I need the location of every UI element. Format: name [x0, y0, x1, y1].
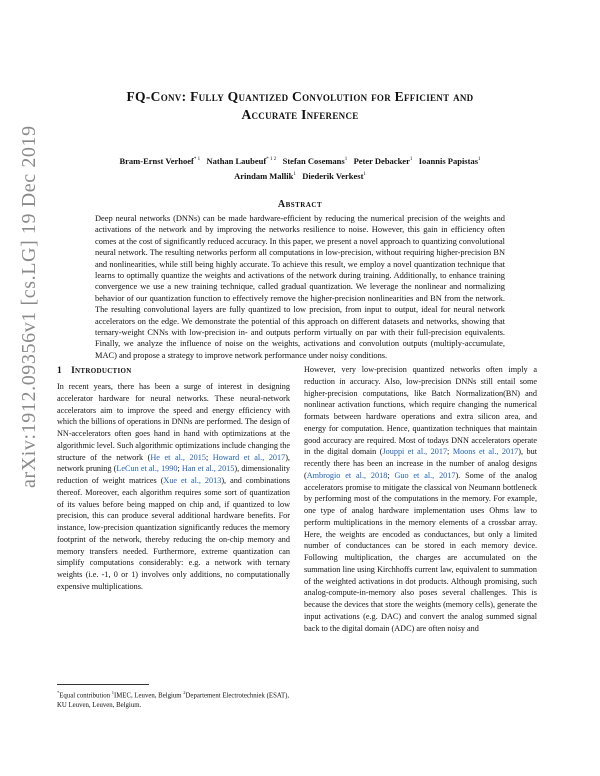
author: Nathan Laubeuf$^{* 1 2}$ — [206, 155, 277, 166]
section-title: Introduction — [71, 366, 132, 376]
paper-title — [60, 88, 540, 124]
arxiv-identifier: arXiv:1912.09356v1 [cs.LG] 19 Dec 2019 — [18, 125, 40, 488]
author: Stefan Cosemans$^1$ — [282, 155, 348, 166]
footnote-rule — [57, 684, 149, 685]
title-line-1: FQ-Conv: Fully Quantized Convolution for Efficient and — [126, 89, 474, 104]
citation-link[interactable]: Jouppi et al., 2017 — [382, 447, 448, 457]
right-column-text: However, very low-precision quantized networks often imply a reduction in accuracy. Also, low-precision DNNs still entail some higher-precision computations, like Batch Normalization(BN) and nonlinear activation functions, which require changing the numerical formats between hardware operations and extra silicon area, and energy for computation. Hence, quantization techniques that maintain good accuracy are required. Most of todays DNN accelerators operate in the digital domain (Jouppi et al., 2017; Moons et al., 2017), but recently there has been an increase in the number of analog designs (Ambrogio et al., 2018; Guo et al., 2017). Some of the analog accelerators promise to mitigate the classical von Neumann bottleneck by performing most of the computations in the memory. For example, one type of analog hardware implementation uses Ohms law to perform multiplications in the memory elements of a crossbar array. Here, the weights are encoded as conductances, but only a limited number of conductances can be stored in each memory device. Following multiplication, the charges are accumulated on the summation line using Kirchhoffs current law, equivalent to summation of the weighted activations in dot products. Although promising, such analog-compute-in-memory also poses several challenges. This is because the devices that store the weights (memory cells), generate the input activations (e.g. DAC) and convert the analog summed signal back to the digital domain (ADC) are often noisy and — [304, 365, 538, 633]
section-number: 1 — [57, 366, 63, 376]
section-heading — [57, 366, 132, 376]
author-list — [60, 153, 540, 183]
author: Ioannis Papistas$^1$ — [418, 155, 481, 166]
abstract-text: Deep neural networks (DNNs) can be made hardware-efficient by reducing the numerical precision of the weights and activations of the network and by improving the networks resilience to noise. However, this gain in efficiency often comes at the cost of significantly reduced accuracy. In this paper, we present a novel approach to quantizing convolutional neural network. The resulting networks perform all computations in low-precision, without requiring higher-precision BN and nonlinearities, while still being highly accurate. To achieve this result, we employ a novel quantization technique that learns to optimally quantize the weights and activations of the network during training. Additionally, to enhance training convergence we use a new training technique, called gradual quantization. We leverage the nonlinear and normalizing behavior of our quantization function to effectively remove the higher-precision nonlinearities and BN from the network. The resulting convolutional layers are fully quantized to low precision, from input to output, ideal for neural network accelerators on the edge. We demonstrate the potential of this approach on different datasets and networks, showing that ternary-weight CNNs with low-precision in- and outputs perform virtually on par with their full-precision equivalents. Finally, we analyze the influence of noise on the weights, activations and convolution outputs (multiply-accumulate, MAC) and propose a strategy to improve network performance under noisy conditions. — [95, 214, 505, 360]
abstract-heading: Abstract — [277, 199, 323, 210]
footnote: *Equal contribution $^1$IMEC, Leuven, Belgium $^2$Departement Electrotechniek (ESAT), KU Leuven, Leuven, Belgium. — [57, 690, 290, 709]
citation-link[interactable]: Moons et al., 2017 — [452, 447, 519, 457]
citation-link[interactable]: Howard et al., 2017 — [212, 452, 286, 462]
left-column-text: In recent years, there has been a surge of interest in designing accelerator hardware for neural networks. These neural-network accelerators aim to improve the speed and energy efficiency with which the billions of operations in DNNs are performed. The design of NN-accelerators often goes hand in hand with optimizations at the algorithmic level. Such algorithmic optimizations include changing the structure of the network (He et al., 2015; Howard et al., 2017), network pruning (LeCun et al., 1990; Han et al., 2015), dimensionality reduction of weight matrices (Xue et al., 2013), and combinations thereof. Moreover, each algorithm requires some sort of quantization of its values before being mapped on chip and, if quantized to low precision, this can produce several additional hardware benefits. For instance, low-precision quantization significantly reduces the memory footprint of the network, thereby reducing the on-chip memory and memory transfers needed. Furthermore, extreme quantization can simplify computations considerably: e.g. a network with ternary weights (i.e. -1, 0 or 1) involves only additions, no computationally expensive multiplications. — [57, 382, 290, 591]
citation-link[interactable]: LeCun et al., 1990 — [116, 464, 178, 474]
citation-link[interactable]: Ambrogio et al., 2018 — [306, 470, 388, 480]
author: Arindam Mallik$^1$ — [234, 170, 296, 181]
citation-link[interactable]: Han et al., 2015 — [181, 464, 235, 474]
author: Peter Debacker$^1$ — [353, 155, 413, 166]
author: Diederik Verkest$^1$ — [302, 170, 366, 181]
citation-link[interactable]: Xue et al., 2013 — [163, 476, 222, 485]
title-line-2: Accurate Inference — [241, 107, 359, 122]
citation-link[interactable]: Guo et al., 2017 — [394, 470, 456, 480]
citation-link[interactable]: He et al., 2015 — [150, 452, 206, 462]
author: Bram-Ernst Verhoef$^{* 1}$ — [119, 155, 201, 166]
